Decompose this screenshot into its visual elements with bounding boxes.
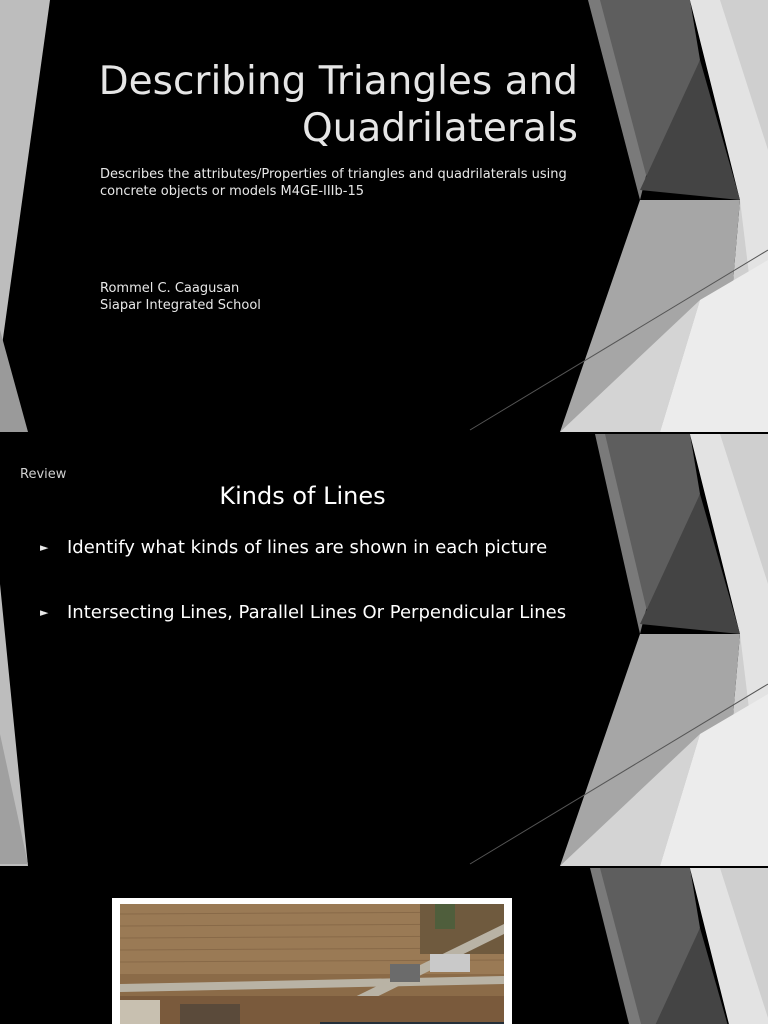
bullet-list <box>40 534 600 664</box>
picture-slide <box>0 868 768 1024</box>
section-label: Review <box>20 467 67 482</box>
bullet-text: Identify what kinds of lines are shown in each picture <box>67 537 548 558</box>
bullet-text: Intersecting Lines, Parallel Lines Or Perpendicular Lines <box>67 602 567 623</box>
arrow-right-icon: ► <box>40 541 49 554</box>
slide-title-line1: Describing Triangles and <box>98 59 578 104</box>
author-school: Siapar Integrated School <box>100 298 261 313</box>
subtitle-line1: Describes the attributes/Properties of triangles and quadrilaterals using <box>100 167 567 182</box>
slide-title <box>58 58 578 152</box>
slide-title-line2: Quadrilaterals <box>301 106 578 151</box>
photo-frame <box>112 898 512 1024</box>
review-slide <box>0 434 768 866</box>
list-item <box>40 599 600 627</box>
aerial-photo-image <box>120 904 504 1024</box>
arrow-right-icon: ► <box>40 606 49 619</box>
author-name: Rommel C. Caagusan <box>100 281 240 296</box>
slide-subtitle <box>100 166 600 200</box>
subtitle-line2: concrete objects or models M4GE-IIIb-15 <box>100 184 365 199</box>
title-slide <box>0 0 768 432</box>
slide-title: Kinds of Lines <box>219 482 386 510</box>
list-item <box>40 534 600 562</box>
author-block <box>100 280 261 314</box>
